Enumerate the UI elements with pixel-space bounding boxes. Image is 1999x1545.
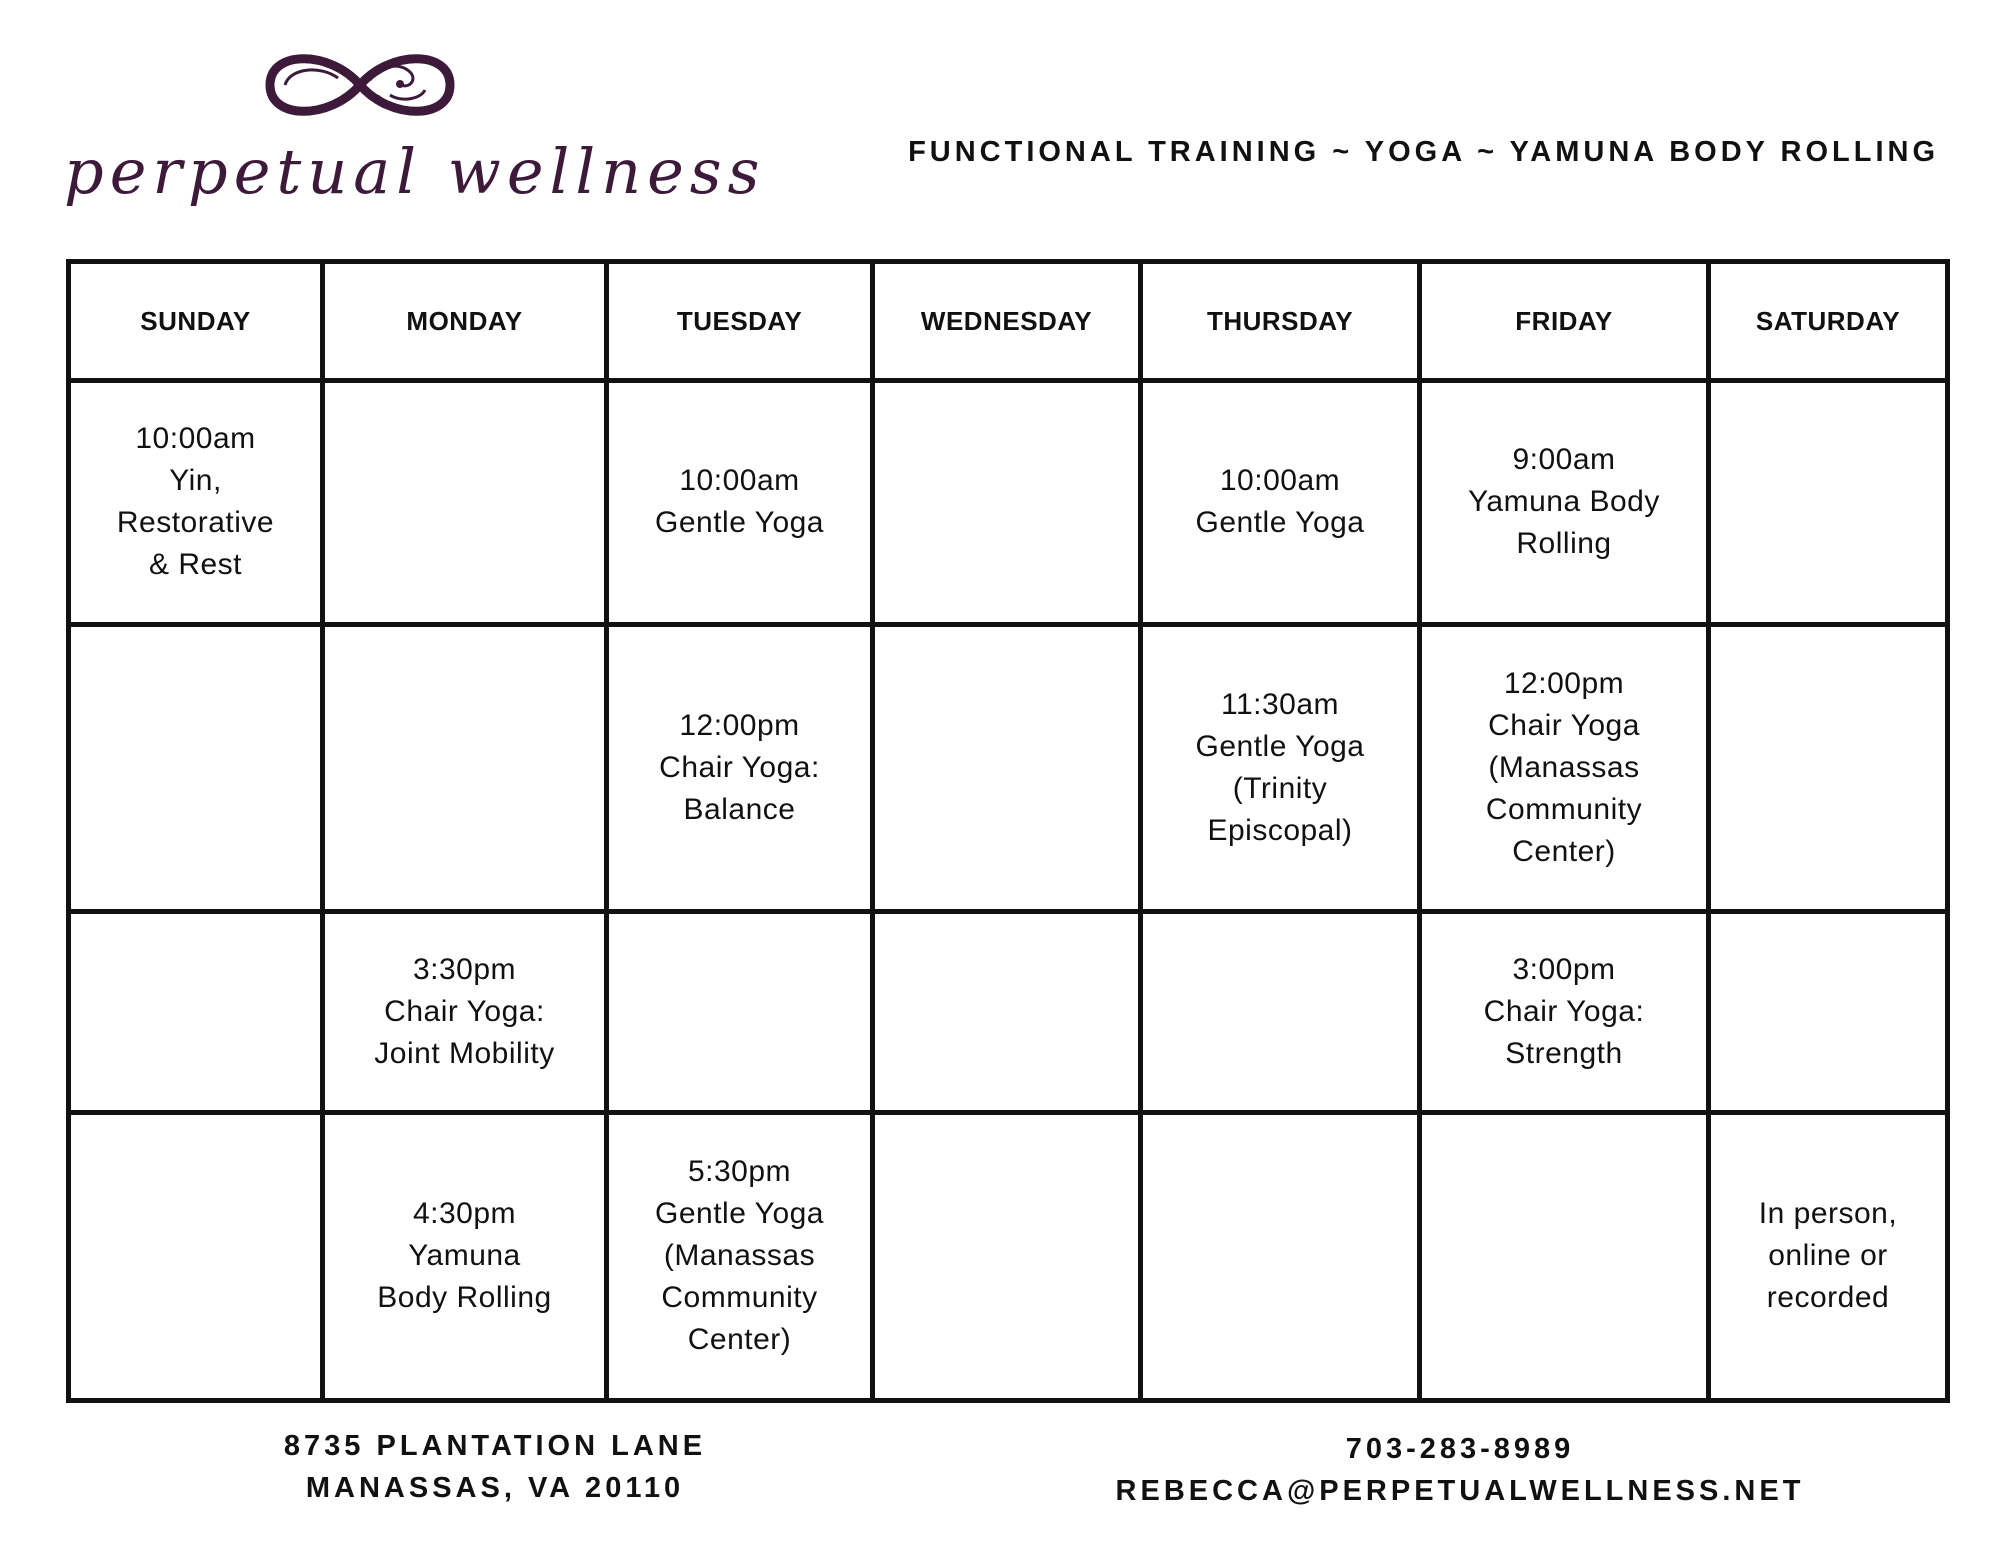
class-cell-line: Gentle Yoga — [655, 1197, 824, 1231]
class-cell — [1141, 381, 1420, 625]
class-cell-line: Chair Yoga: — [1483, 994, 1645, 1028]
class-cell-line: 10:00am — [679, 464, 800, 498]
empty-cell — [873, 1112, 1141, 1400]
day-header-sunday: SUNDAY — [69, 262, 323, 381]
phone-number: 703-283-8989 — [1345, 1433, 1575, 1465]
class-cell-line: Gentle Yoga — [1195, 729, 1365, 763]
empty-cell — [1141, 912, 1420, 1113]
day-header-monday: MONDAY — [323, 262, 607, 381]
class-cell-line: (Trinity — [1232, 771, 1328, 805]
day-header-wednesday: WEDNESDAY — [873, 262, 1141, 381]
schedule-row — [69, 381, 1948, 625]
class-cell-line: Community — [661, 1281, 818, 1315]
class-schedule-table — [66, 259, 1950, 1403]
class-cell-line: Joint Mobility — [374, 1036, 555, 1070]
email-address: REBECCA@PERPETUALWELLNESS.NET — [1115, 1475, 1805, 1507]
class-cell-line: online or — [1768, 1239, 1888, 1273]
empty-cell — [69, 1112, 323, 1400]
class-cell-line: Gentle Yoga — [1195, 506, 1365, 540]
class-cell-line: Center) — [687, 1323, 792, 1357]
day-header-tuesday: TUESDAY — [607, 262, 873, 381]
empty-cell — [607, 912, 873, 1113]
brand-name: perpetual wellness — [64, 135, 766, 208]
brand-logo — [60, 40, 766, 210]
infinity-swirl-icon — [250, 40, 470, 130]
empty-cell — [1420, 1112, 1709, 1400]
class-cell-line: Episcopal) — [1207, 813, 1353, 847]
class-cell-line: 3:30pm — [412, 952, 517, 986]
class-cell-line: Yin, — [169, 464, 222, 498]
class-cell — [1141, 624, 1420, 911]
class-cell-line: 12:00pm — [1503, 666, 1625, 700]
class-cell — [323, 912, 607, 1113]
empty-cell — [873, 624, 1141, 911]
class-cell-line: 4:30pm — [412, 1197, 517, 1231]
class-cell-line: Center) — [1512, 834, 1616, 868]
empty-cell — [1709, 381, 1948, 625]
day-header-friday: FRIDAY — [1420, 262, 1709, 381]
class-cell — [1420, 912, 1709, 1113]
class-cell-line: (Manassas — [1488, 750, 1640, 784]
class-cell-line: & Rest — [148, 548, 243, 582]
contact-block — [1080, 1428, 1840, 1512]
class-cell — [607, 381, 873, 625]
class-cell-line: 3:00pm — [1512, 952, 1616, 986]
class-cell-line: Rolling — [1516, 527, 1612, 561]
class-cell — [1420, 381, 1709, 625]
class-cell-line: Yamuna — [408, 1239, 521, 1273]
empty-cell — [1709, 624, 1948, 911]
address-line-1: 8735 PLANTATION LANE — [283, 1430, 707, 1462]
tagline: FUNCTIONAL TRAINING ~ YOGA ~ YAMUNA BODY ROLLING — [908, 136, 1939, 168]
address-block — [255, 1425, 735, 1509]
day-header-saturday: SATURDAY — [1709, 262, 1948, 381]
class-cell — [607, 624, 873, 911]
class-cell — [69, 381, 323, 625]
class-cell-line: recorded — [1766, 1281, 1890, 1315]
class-cell-line: Community — [1485, 792, 1643, 826]
class-cell — [323, 1112, 607, 1400]
class-cell-line: Strength — [1505, 1036, 1623, 1070]
class-cell-line: In person, — [1758, 1197, 1898, 1231]
address-line-2: MANASSAS, VA 20110 — [305, 1472, 685, 1504]
schedule-row — [69, 912, 1948, 1113]
empty-cell — [873, 912, 1141, 1113]
class-cell-line: Restorative — [116, 506, 275, 540]
class-cell-line: 10:00am — [1219, 464, 1341, 498]
class-cell-line: 12:00pm — [679, 708, 800, 742]
class-cell-line: 5:30pm — [687, 1155, 792, 1189]
class-cell-line: 11:30am — [1220, 687, 1340, 721]
day-header-row — [69, 262, 1948, 381]
schedule-row — [69, 1112, 1948, 1400]
empty-cell — [323, 381, 607, 625]
class-cell-line: 9:00am — [1512, 443, 1616, 477]
day-header-thursday: THURSDAY — [1141, 262, 1420, 381]
class-cell — [1709, 1112, 1948, 1400]
empty-cell — [873, 381, 1141, 625]
class-cell-line: Chair Yoga — [1488, 708, 1640, 742]
empty-cell — [1141, 1112, 1420, 1400]
class-cell-line: Chair Yoga: — [659, 750, 820, 784]
class-cell-line: (Manassas — [663, 1239, 816, 1273]
class-cell — [607, 1112, 873, 1400]
empty-cell — [69, 624, 323, 911]
class-cell-line: Balance — [683, 792, 796, 826]
class-cell-line: Chair Yoga: — [384, 994, 545, 1028]
schedule-row — [69, 624, 1948, 911]
class-cell-line: 10:00am — [135, 422, 256, 456]
empty-cell — [1709, 912, 1948, 1113]
class-cell — [1420, 624, 1709, 911]
class-cell-line: Yamuna Body — [1468, 485, 1660, 519]
empty-cell — [69, 912, 323, 1113]
empty-cell — [323, 624, 607, 911]
class-cell-line: Gentle Yoga — [655, 506, 824, 540]
class-cell-line: Body Rolling — [377, 1281, 552, 1315]
